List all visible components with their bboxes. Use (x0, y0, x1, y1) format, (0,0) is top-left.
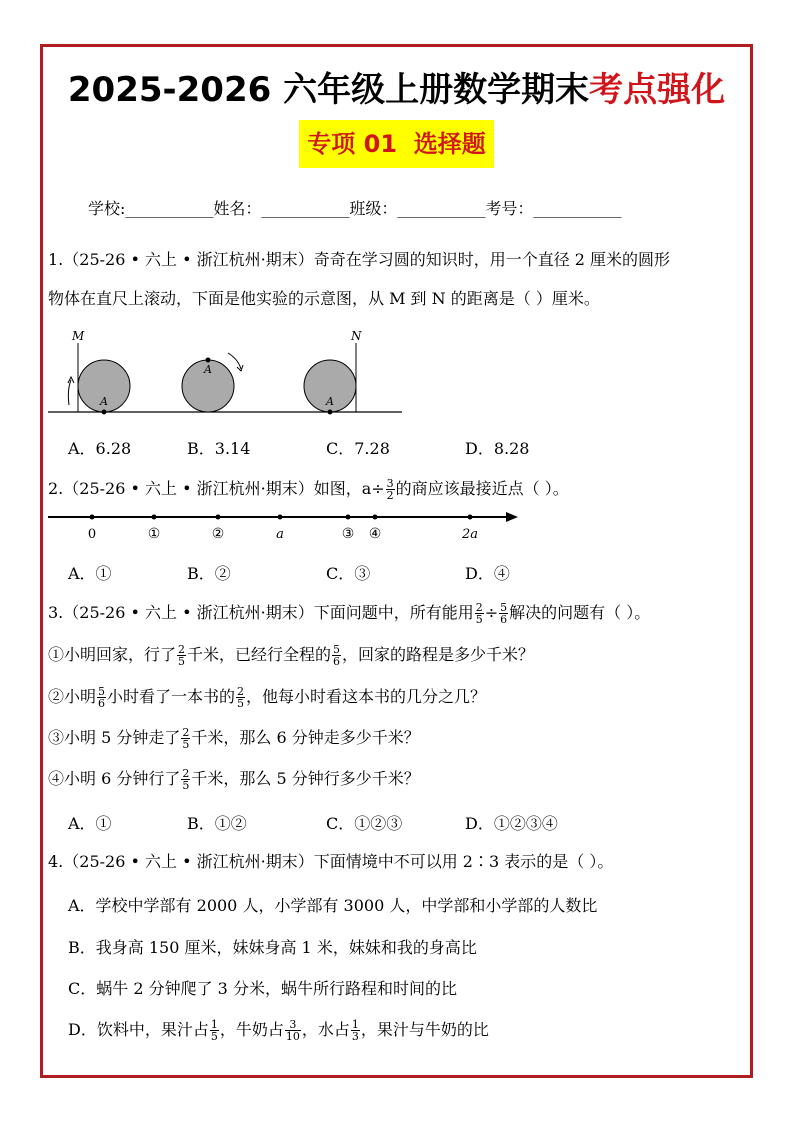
q3-item-3: ③小明 5 分钟走了 $\frac{2}{5}$ 千米，那么 6 分钟走多少千米？ (48, 726, 420, 751)
q2-number-line (46, 506, 526, 546)
q4-option-b: B．我身高 150 厘米，妹妹身高 1 米，妹妹和我的身高比 (68, 938, 477, 957)
q1-rolling-circle-diagram (44, 325, 414, 420)
title-main: 2025-2026 六年级上册数学期末 (67, 70, 590, 110)
axis-label-2: ② (211, 526, 225, 542)
point-a-2: A (204, 363, 212, 376)
q2-text: 2.（25-26 • 六上 • 浙江杭州·期末）如图，a÷ $\frac{3}{2}$ 的商应该最接近点（ ）。 (48, 477, 569, 502)
q2-option-b: B．② (187, 564, 231, 583)
q3-option-c: C．①②③ (326, 814, 403, 833)
axis-label-1: ① (147, 526, 161, 542)
q1-option-a: A．6.28 (68, 439, 132, 458)
q1-option-b: B．3.14 (187, 439, 251, 458)
point-a-3: A (326, 395, 334, 408)
q1-text-line2: 物体在直尺上滚动，下面是他实验的示意图，从 M 到 N 的距离是（ ）厘米。 (48, 289, 600, 308)
q1-text-line1: 1.（25-26 • 六上 • 浙江杭州·期末）奇奇在学习圆的知识时，用一个直径 2 厘米的圆形 (48, 250, 671, 269)
rotate-arrow-icon (228, 353, 241, 369)
q3-text: 3.（25-26 • 六上 • 浙江杭州·期末）下面问题中，所有能用 $\frac{2}{5}$ ÷ $\frac{5}{6}$ 解决的问题有（ ）。 (48, 601, 651, 626)
q3-option-d: D．①②③④ (465, 814, 558, 833)
q1-option-c: C．7.28 (326, 439, 390, 458)
axis-label-2a: 2a (461, 527, 479, 542)
up-arrow-icon (68, 380, 71, 405)
axis-label-a: a (276, 527, 284, 542)
point-a-1: A (100, 395, 108, 408)
q3-item-4: ④小明 6 分钟行了 $\frac{2}{5}$ 千米，那么 5 分钟行多少千米？ (48, 767, 420, 792)
q3-option-b: B．①② (187, 814, 247, 833)
student-info-line: 学校:___________姓名：___________班级：___________考号：___________ (88, 199, 622, 218)
axis-label-3: ③ (341, 526, 355, 542)
q2-option-d: D．④ (465, 564, 510, 583)
page-title (0, 62, 793, 111)
q4-option-c: C．蜗牛 2 分钟爬了 3 分米，蜗牛所行路程和时间的比 (68, 979, 457, 998)
q3-option-a: A．① (68, 814, 112, 833)
q3-item-2: ②小明 $\frac{5}{6}$ 小时看了一本书的 $\frac{2}{5}$ ，他每小时看这本书的几分之几？ (48, 685, 487, 710)
q4-option-d: D．饮料中，果汁占 $\frac{1}{5}$ ，牛奶占 $\frac{3}{10}$ ，水占 $\frac{1}{3}$ ，果汁与牛奶的比 (68, 1018, 489, 1043)
q2-option-c: C．③ (326, 564, 371, 583)
q2-option-a: A．① (68, 564, 112, 583)
q4-option-a: A．学校中学部有 2000 人，小学部有 3000 人，中学部和小学部的人数比 (68, 896, 598, 915)
axis-label-4: ④ (368, 526, 382, 542)
section-subtitle: 专项 01 选择题 (299, 120, 493, 168)
label-m: M (72, 329, 85, 343)
q1-option-d: D．8.28 (465, 439, 530, 458)
q4-text: 4.（25-26 • 六上 • 浙江杭州·期末）下面情境中不可以用 2∶3 表示的是（ ）。 (48, 852, 614, 871)
q3-item-1: ①小明回家，行了 $\frac{2}{5}$ 千米，已经行全程的 $\frac{5}{6}$ ，回家的路程是多少千米？ (48, 643, 535, 668)
label-n: N (351, 329, 362, 343)
axis-label-0: 0 (87, 527, 97, 542)
title-highlight: 考点强化 (589, 70, 726, 110)
q2-fraction: $\frac{3}{2}$ (386, 477, 394, 502)
